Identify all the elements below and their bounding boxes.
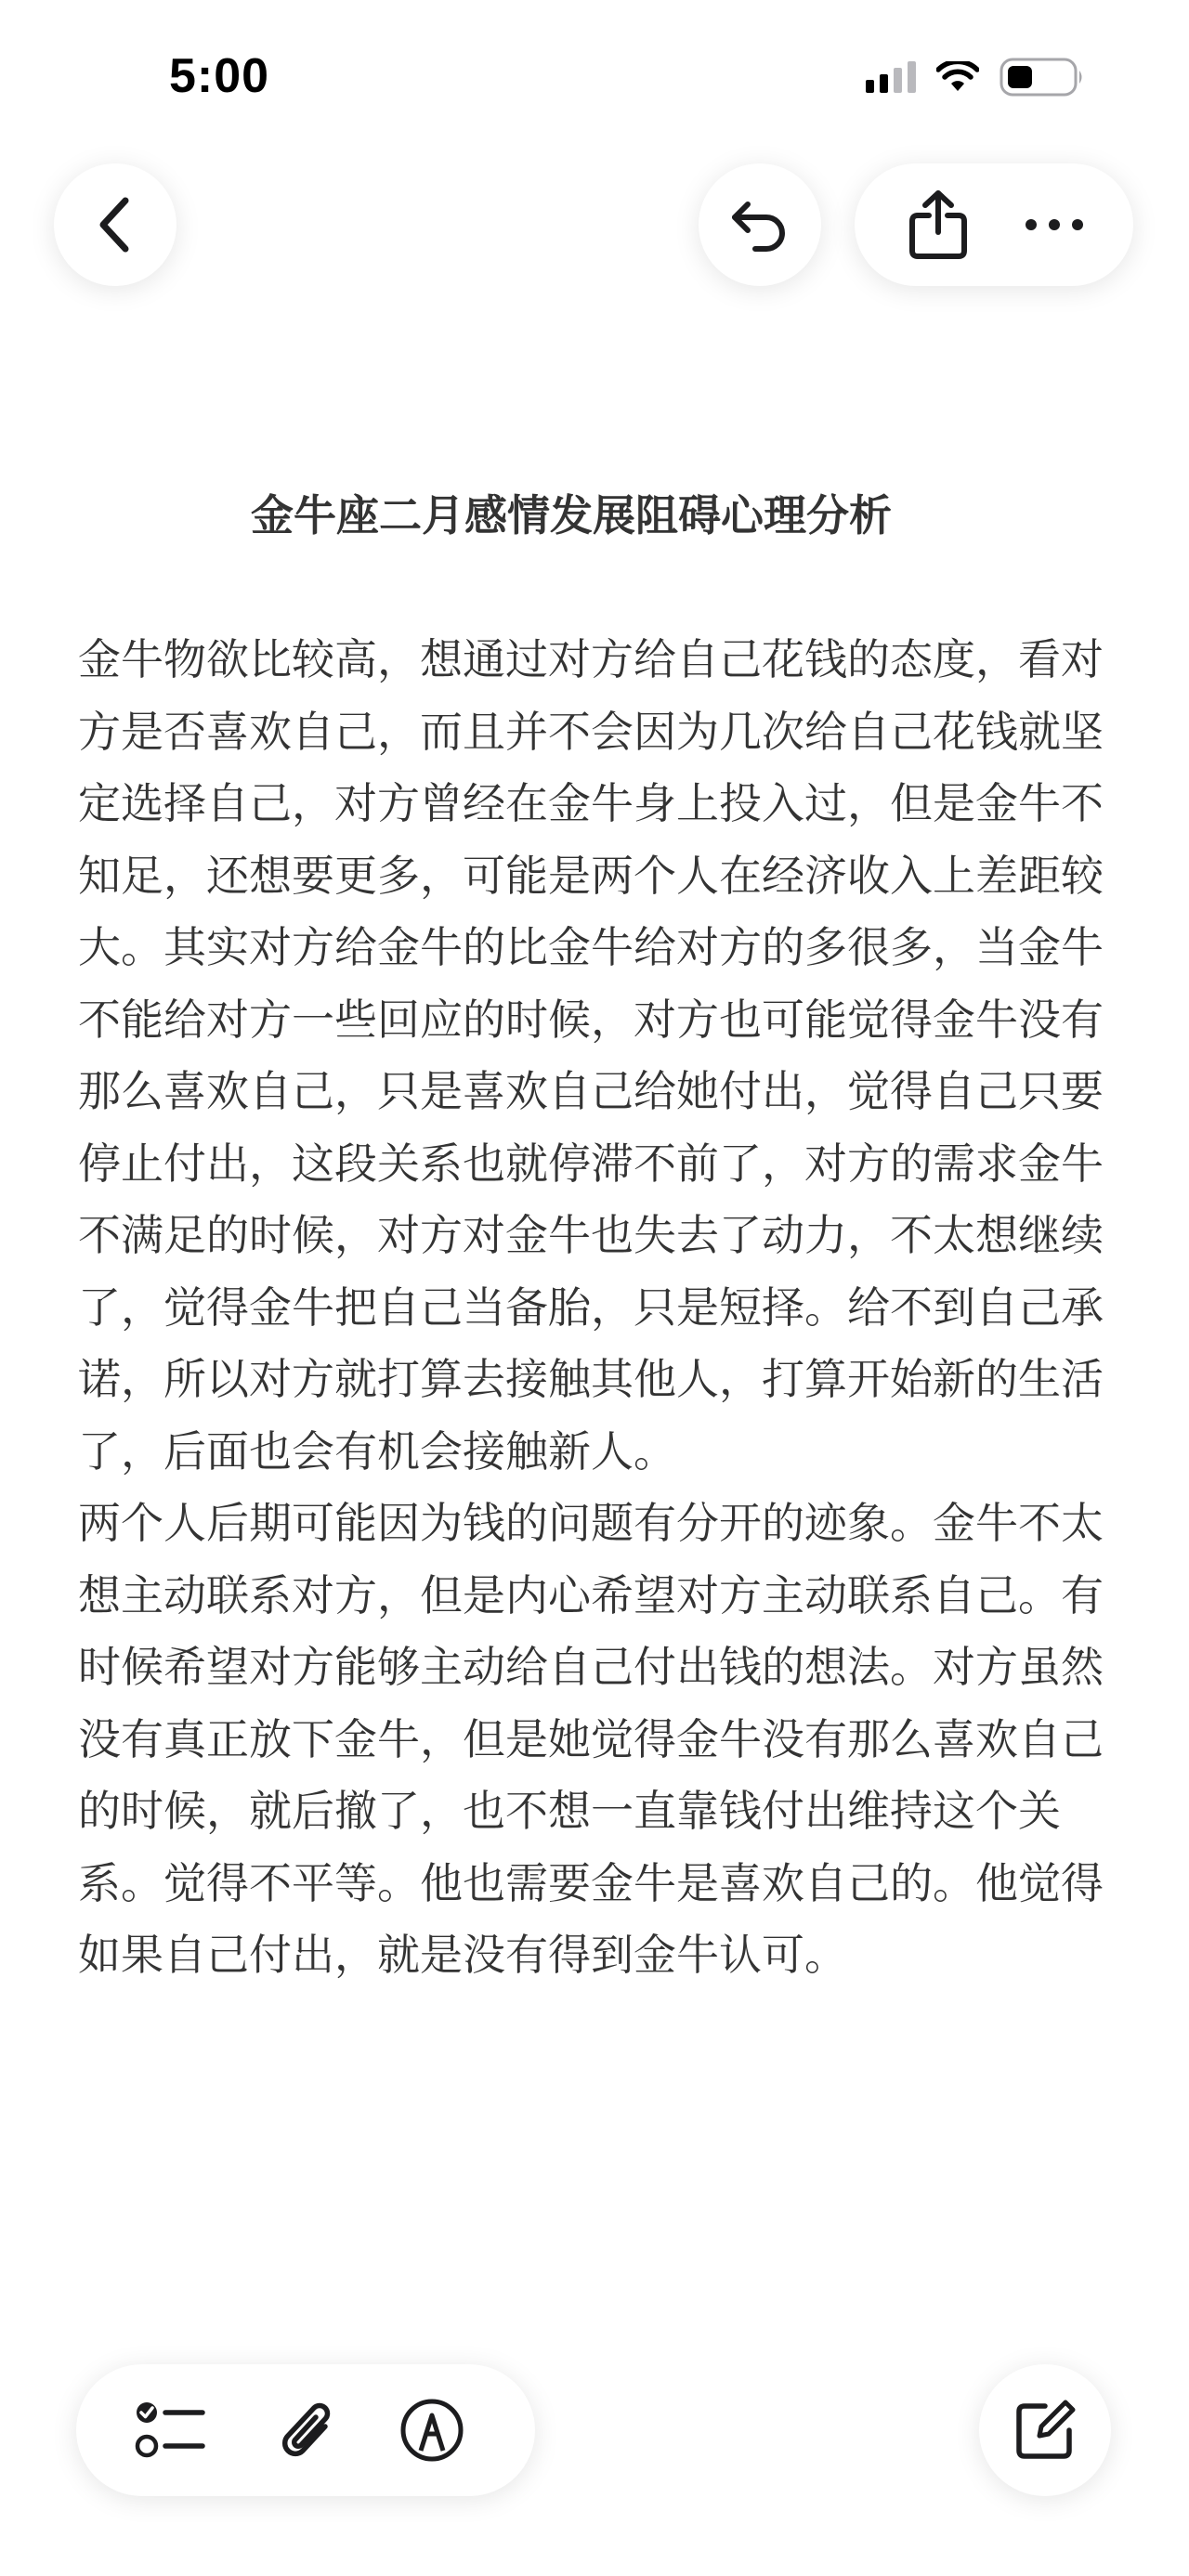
cellular-signal-icon [866,61,916,93]
markup-pen-icon [399,2397,465,2464]
battery-icon [1000,58,1085,97]
actions-pill [855,163,1133,286]
checklist-button[interactable] [115,2364,227,2496]
compose-icon [1012,2397,1078,2464]
note-paragraph: 两个人后期可能因为钱的问题有分开的迹象。金牛不太想主动联系对方，但是内心希望对方主动联系自己。有时候希望对方能够主动给自己付出钱的想法。对方虽然没有真正放下金牛，但是她觉得金牛没有那么喜欢自己的时候，就后撤了，也不想一直靠钱付出维持这个关系。觉得不平等。他也需要金牛是喜欢自己的。他觉得如果自己付出，就是没有得到金牛认可。 [78,1498,1104,1980]
share-button[interactable] [882,163,994,286]
checklist-icon [134,2398,208,2463]
more-button[interactable] [999,163,1110,286]
compose-button[interactable] [979,2364,1111,2496]
undo-icon [727,197,792,253]
ellipsis-icon [1025,218,1084,231]
note-title[interactable]: 金牛座二月感情发展阻碍心理分析 [251,490,892,540]
bottom-toolbar [76,2364,535,2496]
status-bar [0,0,1189,149]
share-icon [908,189,968,260]
note-paragraph: 金牛物欲比较高，想通过对方给自己花钱的态度，看对方是否喜欢自己，而且并不会因为几次给自己花钱就坚定选择自己，对方曾经在金牛身上投入过，但是金牛不知足，还想要更多，可能是两个人在经济收入上差距较大。其实对方给金牛的比金牛给对方的多很多，当金牛不能给对方一些回应的时候，对方也可能觉得金牛没有那么喜欢自己，只是喜欢自己给她付出，觉得自己只要停止付出，这段关系也就停滞不前了，对方的需求金牛不满足的时候，对方对金牛也失去了动力，不太想继续了，觉得金牛把自己当备胎，只是短择。给不到自己承诺，所以对方就打算去接触其他人，打算开始新的生活了，后面也会有机会接触新人。 [78,634,1104,1477]
markup-button[interactable] [376,2364,488,2496]
status-icons [866,58,1085,97]
paperclip-icon [273,2395,338,2465]
chevron-left-icon [92,195,138,254]
status-time: 5:00 [169,49,270,103]
undo-button[interactable] [699,163,821,286]
back-button[interactable] [54,163,176,286]
top-navigation [0,158,1189,288]
note-body[interactable] [78,624,1111,1992]
wifi-icon [936,61,979,93]
attachment-button[interactable] [250,2364,361,2496]
